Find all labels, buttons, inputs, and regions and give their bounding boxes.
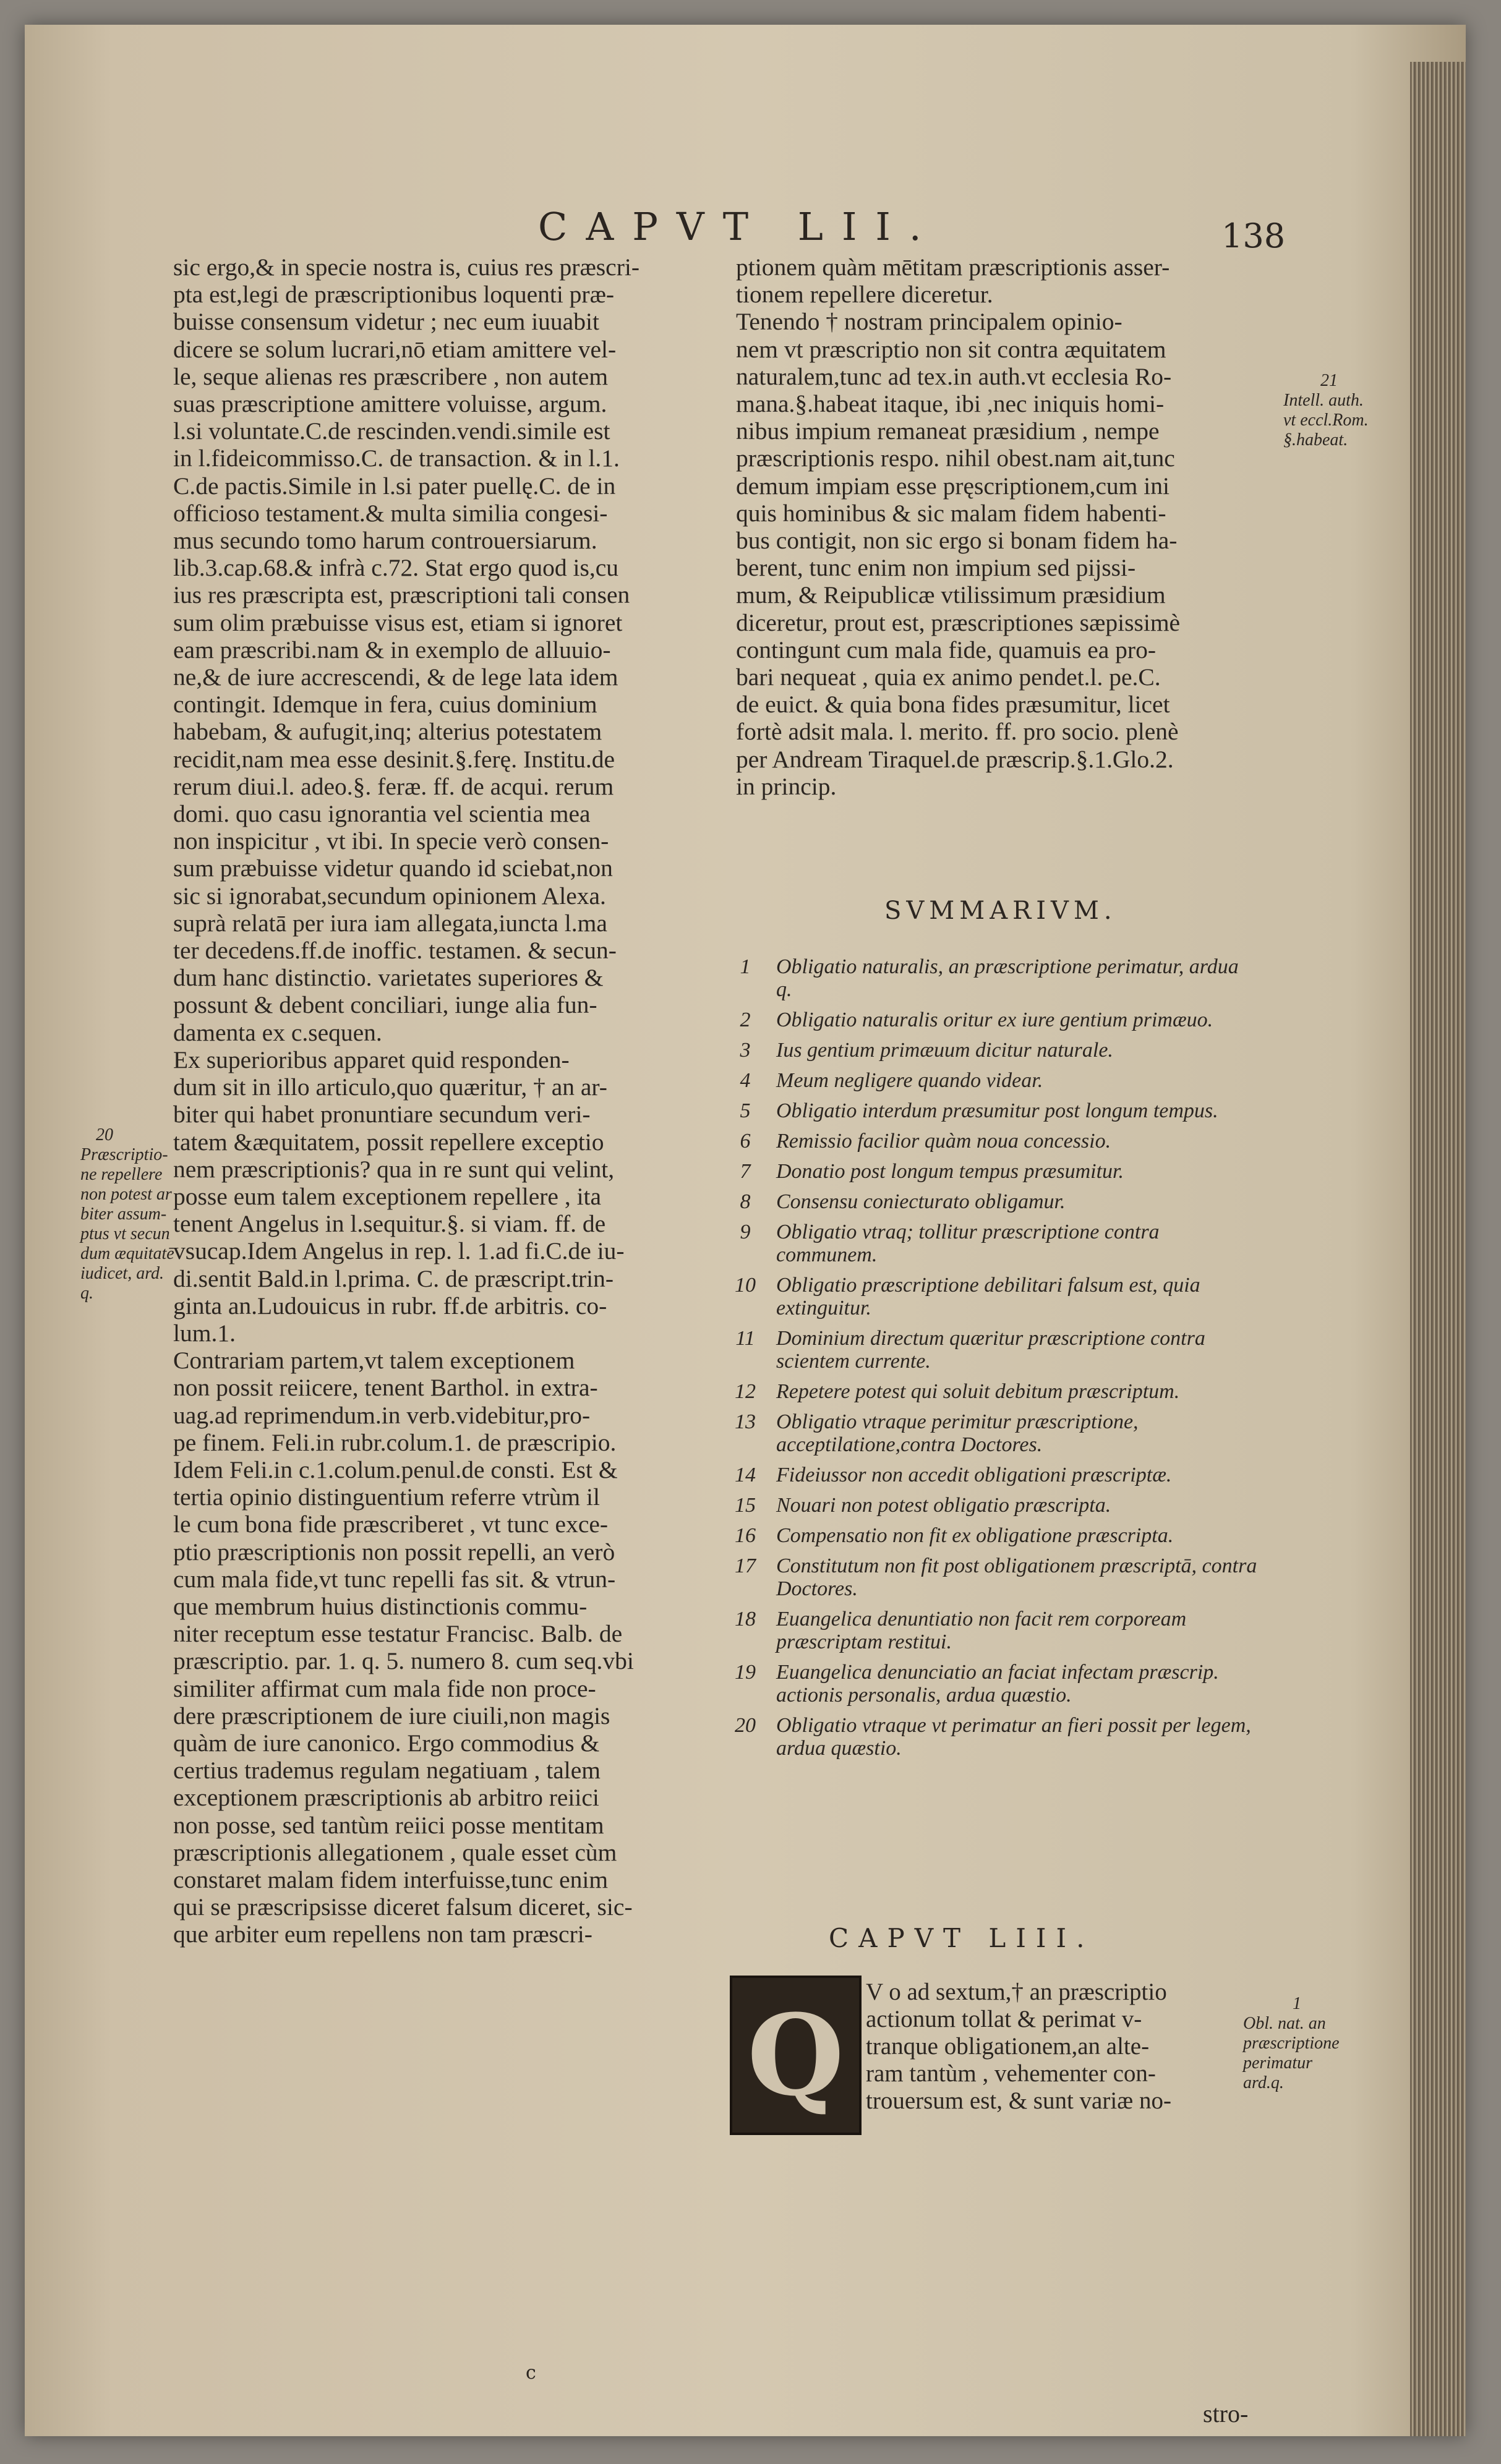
text-line: ne,& de iure accrescendi, & de lege lata idem — [173, 663, 618, 691]
margin-note-line: Obl. nat. an — [1243, 2014, 1326, 2033]
summary-item — [727, 1221, 1259, 1266]
summary-item — [727, 1661, 1259, 1707]
summary-text: Obligatio vtraq; tollitur præscriptione contra communem. — [776, 1221, 1160, 1266]
text-line: le cum bona fide præscriberet , vt tunc exce- — [173, 1511, 609, 1538]
text-line: fortè adsit mala. l. merito. ff. pro socio. plenè — [736, 718, 1179, 746]
text-line: qui se præscripsisse diceret falsum diceret, sic- — [173, 1893, 633, 1921]
summary-text: Constitutum non fit post obligationem præscriptā, contra Doctores. — [776, 1554, 1257, 1600]
summary-number: 16 — [735, 1524, 756, 1547]
summary-item — [727, 1494, 1259, 1517]
summary-item — [727, 1464, 1259, 1486]
text-line: Ex superioribus apparet quid responden- — [173, 1046, 570, 1073]
summary-number: 11 — [735, 1327, 755, 1350]
summary-text: Obligatio vtraque perimitur præscriptione, acceptilatione,contra Doctores. — [776, 1410, 1139, 1456]
summary-item — [727, 1190, 1259, 1213]
text-line: contingunt cum mala fide, quamuis ea pro- — [736, 636, 1156, 663]
margin-note-line: ne repellere — [80, 1165, 163, 1184]
text-line: sic si ignorabat,secundum opinionem Alexa. — [173, 882, 606, 910]
summary-item — [727, 1069, 1259, 1092]
summary-text: Meum negligere quando videar. — [776, 1069, 1043, 1092]
text-line: constaret malam fidem interfuisse,tunc enim — [173, 1865, 609, 1893]
summary-text: Obligatio interdum præsumitur post longum tempus. — [776, 1099, 1218, 1122]
text-line: quis hominibus & sic malam fidem habenti- — [736, 499, 1166, 527]
text-line: recidit,nam mea esse desinit.§.ferę. Institu.de — [173, 745, 615, 773]
summary-text: Obligatio naturalis oritur ex iure gentium primæuo. — [776, 1008, 1213, 1031]
text-line: tenent Angelus in l.sequitur.§. si viam. ff. de — [173, 1210, 606, 1238]
summary-text: Euangelica denuntiatio non facit rem corpoream præscriptam restitui. — [776, 1608, 1187, 1653]
text-line: exceptionem præscriptionis ab arbitro reiici — [173, 1784, 599, 1812]
text-line: uag.ad reprimendum.in verb.videbitur,pro- — [173, 1401, 591, 1429]
summary-text: Obligatio præscriptione debilitari falsum est, quia extinguitur. — [776, 1274, 1200, 1319]
summary-item — [727, 1608, 1259, 1653]
summary-text: Donatio post longum tempus præsumitur. — [776, 1160, 1124, 1183]
text-line: dere præscriptionem de iure ciuili,non magis — [173, 1702, 610, 1729]
summary-item — [727, 955, 1259, 1001]
text-line: contingit. Idemque in fera, cuius dominium — [173, 691, 597, 718]
text-line: lum.1. — [173, 1319, 236, 1347]
summary-number: 17 — [735, 1554, 756, 1577]
text-line: biter qui habet pronuntiare secundum veri- — [173, 1101, 591, 1128]
text-line: bus contigit, non sic ergo si bonam fidem ha- — [736, 527, 1178, 555]
text-line: C.de pactis.Simile in l.si pater puellę.C. de in — [173, 472, 616, 500]
summary-text: Repetere potest qui soluit debitum præscriptum. — [776, 1380, 1180, 1403]
text-line: mana.§.habeat itaque, ibi ,nec iniquis homi- — [736, 390, 1165, 418]
text-line: habebam, & aufugit,inq; alterius potestatem — [173, 718, 602, 746]
text-line: suas præscriptione amittere voluisse, argum. — [173, 390, 607, 418]
text-line: cum mala fide,vt tunc repelli fas sit. & vtrun- — [173, 1565, 616, 1593]
summary-item — [727, 1274, 1259, 1319]
text-line: mus secundo tomo harum controuersiarum. — [173, 527, 597, 555]
margin-note-line: non potest ar — [80, 1185, 172, 1204]
text-line: V o ad sextum,† an præscriptio — [866, 1979, 1167, 2005]
text-line: que arbiter eum repellens non tam præscri- — [173, 1920, 592, 1948]
text-line: dum sit in illo articulo,quo quæritur, † an ar- — [173, 1073, 607, 1101]
text-line: præscriptio. par. 1. q. 5. numero 8. cum seq.vbi — [173, 1647, 634, 1675]
summary-text: Ius gentium primæuum dicitur naturale. — [776, 1039, 1113, 1062]
catchword: stro- — [1203, 2400, 1249, 2428]
summary-number: 7 — [740, 1160, 751, 1183]
text-line: quàm de iure canonico. Ergo commodius & — [173, 1729, 600, 1757]
summary-text: Compensatio non fit ex obligatione præscripta. — [776, 1524, 1174, 1547]
page-number: 138 — [1221, 216, 1286, 255]
text-line: ptionem quàm mētitam præscriptionis asser- — [736, 254, 1170, 281]
text-line: tranque obligationem,an alte- — [866, 2033, 1150, 2060]
summary-number: 14 — [735, 1464, 756, 1486]
left-margin-note — [80, 1125, 192, 1303]
margin-note-line: dum æquitatē — [80, 1244, 174, 1263]
summary-number: 5 — [740, 1099, 751, 1122]
chapter-title: CAPVT LIII. — [829, 1923, 1095, 1953]
summary-number: 12 — [735, 1380, 756, 1403]
text-line: nibus impium remaneat præsidium , nempe — [736, 417, 1160, 445]
margin-note-line: ard.q. — [1243, 2073, 1284, 2092]
summary-item — [727, 1410, 1259, 1456]
text-line: pe finem. Feli.in rubr.colum.1. de præscripio. — [173, 1428, 617, 1456]
summary-item — [727, 1160, 1259, 1183]
summary-text: Obligatio naturalis, an præscriptione perimatur, ardua q. — [776, 955, 1239, 1001]
summary-text: Consensu coniecturato obligamur. — [776, 1190, 1066, 1213]
summary-number: 19 — [735, 1661, 756, 1684]
text-line: actionum tollat & perimat v- — [866, 2006, 1142, 2032]
text-line: Contrariam partem,vt talem exceptionem — [173, 1347, 575, 1375]
page-edge — [1410, 62, 1466, 2436]
summary-number: 18 — [735, 1608, 756, 1631]
text-line: non posse, sed tantùm reiici posse mentitam — [173, 1811, 604, 1839]
text-line: certius trademus regulam negatiuam , talem — [173, 1757, 601, 1784]
text-line: ram tantùm , vehementer con- — [866, 2060, 1156, 2087]
margin-note-line: iudicet, ard. — [80, 1264, 165, 1283]
text-line: nem præscriptionis? qua in re sunt qui velint, — [173, 1155, 615, 1183]
summary-number: 6 — [740, 1130, 751, 1153]
summary-item — [727, 1714, 1259, 1760]
text-line: nem vt præscriptio non sit contra æquitatem — [736, 335, 1166, 363]
summary-number: 8 — [740, 1190, 751, 1213]
text-line: eam præscribi.nam & in exemplo de alluuio- — [173, 636, 611, 663]
text-line: rerum diui.l. adeo.§. feræ. ff. de acqui. rerum — [173, 772, 614, 800]
summary-item — [727, 1524, 1259, 1547]
text-line: ptio præscriptionis non possit repelli, an verò — [173, 1538, 615, 1566]
text-line: diceretur, prout est, præscriptiones sæpissimè — [736, 608, 1181, 636]
text-line: berent, tunc enim non impium sed pijssi- — [736, 554, 1136, 582]
summary-text: Remissio facilior quàm noua concessio. — [776, 1130, 1111, 1153]
page-header: CAPVT LII. — [538, 204, 940, 249]
text-line: suprà relatā per iura iam allegata,iuncta l.ma — [173, 909, 607, 937]
text-line: dicere se solum lucrari,nō etiam amittere vel- — [173, 335, 617, 363]
margin-note-line: præscriptione — [1243, 2034, 1340, 2053]
left-column — [173, 254, 693, 1948]
text-line: præscriptionis respo. nihil obest.nam ait,tunc — [736, 445, 1175, 472]
margin-number: 20 — [96, 1125, 113, 1145]
summary-item — [727, 1099, 1259, 1122]
text-line: tionem repellere diceretur. — [736, 281, 993, 309]
text-line: di.sentit Bald.in l.prima. C. de præscript.trin- — [173, 1264, 614, 1292]
summary-text: Obligatio vtraque vt perimatur an fieri possit per legem, ardua quæstio. — [776, 1714, 1251, 1760]
text-line: Idem Feli.in c.1.colum.penul.de consti. Est & — [173, 1456, 618, 1483]
text-line: non inspicitur , vt ibi. In specie verò consen- — [173, 827, 609, 855]
text-line: le, seque alienas res præscribere , non autem — [173, 362, 609, 390]
summarium-list — [727, 955, 1259, 1767]
text-line: de euict. & quia bona fides præsumitur, licet — [736, 691, 1170, 718]
text-line: niter receptum esse testatur Francisc. Balb. de — [173, 1620, 623, 1648]
chapter-opening-text — [866, 1979, 1237, 2115]
text-line: per Andream Tiraquel.de præscrip.§.1.Glo.2. — [736, 745, 1174, 773]
text-line: præscriptionis allegationem , quale esset cùm — [173, 1838, 617, 1866]
summary-item — [727, 1380, 1259, 1403]
summary-number: 1 — [740, 955, 751, 978]
margin-note-line: vt eccl.Rom. — [1283, 411, 1369, 430]
text-line: posse eum talem exceptionem repellere , ita — [173, 1182, 602, 1210]
text-line: dum hanc distinctio. varietates superiores & — [173, 964, 604, 992]
text-line: domi. quo casu ignorantia vel scientia mea — [173, 800, 591, 828]
summary-number: 10 — [735, 1274, 756, 1297]
summary-text: Fideiussor non accedit obligationi præscriptæ. — [776, 1464, 1172, 1486]
summary-item — [727, 1327, 1259, 1373]
margin-note-line: perimatur — [1243, 2053, 1312, 2073]
summary-number: 20 — [735, 1714, 756, 1737]
margin-number: 21 — [1320, 371, 1338, 390]
text-line: similiter affirmat cum mala fide non proce- — [173, 1674, 596, 1702]
summary-item — [727, 1554, 1259, 1600]
margin-note-line: Intell. auth. — [1283, 391, 1364, 410]
text-line: trouersum est, & sunt variæ no- — [866, 2087, 1171, 2114]
margin-note-line: Præscriptio- — [80, 1145, 168, 1164]
summary-number: 4 — [740, 1069, 751, 1092]
text-line: ius res præscripta est, præscriptioni tali consen — [173, 581, 630, 609]
summary-text: Nouari non potest obligatio præscripta. — [776, 1494, 1111, 1517]
text-line: pta est,legi de præscriptionibus loquenti præ- — [173, 281, 615, 309]
text-line: vsucap.Idem Angelus in rep. l. 1.ad fi.C.de iu- — [173, 1237, 625, 1265]
summary-item — [727, 1130, 1259, 1153]
margin-number: 1 — [1293, 1994, 1301, 2013]
summary-item — [727, 1039, 1259, 1062]
text-line: buisse consensum videtur ; nec eum iuuabit — [173, 308, 599, 336]
text-line: ter decedens.ff.de inoffic. testamen. & secun- — [173, 937, 617, 965]
summary-item — [727, 1008, 1259, 1031]
chapter-margin-note — [1243, 1994, 1367, 2093]
summary-number: 3 — [740, 1039, 751, 1062]
margin-note-line: q. — [80, 1284, 93, 1303]
margin-note-line: §.habeat. — [1283, 430, 1348, 450]
margin-note-line: biter assum- — [80, 1204, 167, 1224]
text-line: in princip. — [736, 772, 837, 800]
text-line: que membrum huius distinctionis commu- — [173, 1592, 588, 1620]
text-line: bari nequeat , quia ex animo pendet.l. pe.C. — [736, 663, 1161, 691]
text-line: ginta an.Ludouicus in rubr. ff.de arbitris. co- — [173, 1292, 607, 1319]
text-line: sum olim præbuisse visus est, etiam si ignoret — [173, 608, 623, 636]
margin-note-line: ptus vt secun — [80, 1224, 170, 1243]
summary-number: 13 — [735, 1410, 756, 1433]
summary-text: Dominium directum quæritur præscriptione contra scientem currente. — [776, 1327, 1205, 1373]
text-line: non possit reiicere, tenent Barthol. in extra- — [173, 1374, 598, 1402]
text-line: Tenendo † nostram principalem opinio- — [736, 308, 1123, 336]
text-line: mum, & Reipublicæ vtilissimum præsidium — [736, 581, 1166, 609]
text-line: in l.fideicommisso.C. de transaction. & in l.1. — [173, 445, 620, 472]
right-column — [736, 254, 1268, 800]
right-margin-note — [1283, 371, 1395, 450]
decorated-initial: Q — [730, 1976, 862, 2135]
text-line: tertia opinio distinguentium referre vtrùm il — [173, 1483, 600, 1511]
footer-mark: c — [526, 2362, 536, 2384]
text-line: possunt & debent conciliari, iunge alia fun- — [173, 991, 597, 1019]
text-line: l.si voluntate.C.de rescinden.vendi.simile est — [173, 417, 610, 445]
text-line: sic ergo,& in specie nostra is, cuius res præscri- — [173, 254, 639, 281]
summary-number: 15 — [735, 1494, 756, 1517]
summarium-title: SVMMARIVM. — [884, 897, 1117, 925]
text-line: officioso testament.& multa similia congesi- — [173, 499, 608, 527]
summary-number: 2 — [740, 1008, 751, 1031]
text-line: damenta ex c.sequen. — [173, 1018, 382, 1046]
text-line: naturalem,tunc ad tex.in auth.vt ecclesia Ro- — [736, 362, 1172, 390]
text-line: tatem &æquitatem, possit repellere exceptio — [173, 1128, 604, 1156]
text-line: demum impiam esse pręscriptionem,cum ini — [736, 472, 1170, 500]
summary-number: 9 — [740, 1221, 751, 1243]
text-line: sum præbuisse videtur quando id sciebat,non — [173, 855, 613, 882]
text-line: lib.3.cap.68.& infrà c.72. Stat ergo quod is,cu — [173, 554, 619, 582]
summary-text: Euangelica denunciatio an faciat infectam præscrip. actionis personalis, ardua quæstio. — [776, 1661, 1219, 1707]
